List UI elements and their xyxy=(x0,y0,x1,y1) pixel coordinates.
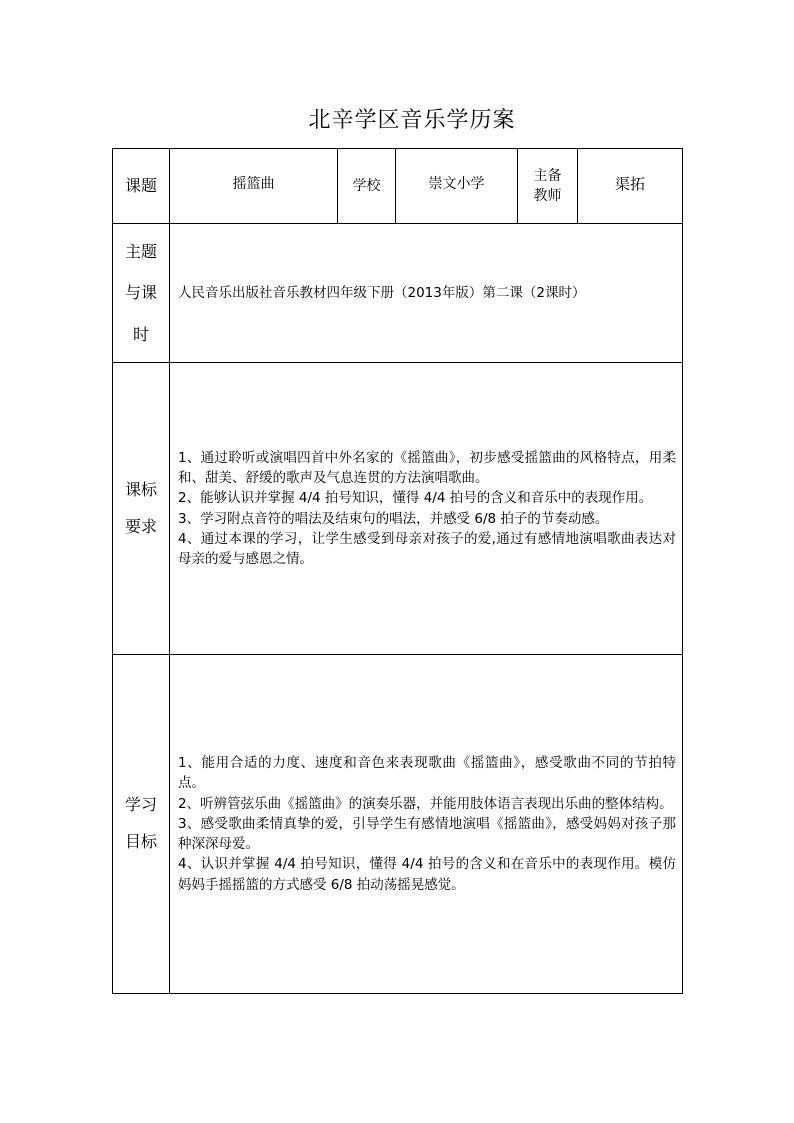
objectives-content: 1、能用合适的力度、速度和音色来表现歌曲《摇篮曲》，感受歌曲不同的节拍特点。 2、听辨管弦乐曲《摇篮曲》的演奏乐器，并能用肢体语言表现出乐曲的整体结构。 3、感受歌曲柔情真挚的爱，引导学生有感情地演唱《摇篮曲》，感受妈妈对孩子那种深深母爱。 4、认识并掌握 4/4 拍号知识，懂得 4/4 拍号的含义和在音乐中的表现作用。模仿妈妈手摇摇篮的方式感受 6/8 拍动荡摇晃感觉。 xyxy=(170,655,683,994)
objectives-label: 学习 目标 xyxy=(113,655,170,994)
row-standards xyxy=(113,363,683,655)
topic-value: 摇篮曲 xyxy=(170,149,338,224)
school-value: 崇文小学 xyxy=(396,149,518,224)
lesson-plan-table xyxy=(112,148,683,994)
row-objectives xyxy=(113,655,683,994)
row-topic xyxy=(113,149,683,224)
standards-content: 1、通过聆听或演唱四首中外名家的《摇篮曲》，初步感受摇篮曲的风格特点，用柔和、甜美、舒缓的歌声及气息连贯的方法演唱歌曲。 2、能够认识并掌握 4/4 拍号知识，懂得 4/4 拍号的含义和音乐中的表现作用。 3、学习附点音符的唱法及结束句的唱法，并感受 6/8 拍子的节奏动感。 4、通过本课的学习，让学生感受到母亲对孩子的爱,通过有感情地演唱歌曲表达对母亲的爱与感恩之情。 xyxy=(170,363,683,655)
standards-label: 课标 要求 xyxy=(113,363,170,655)
theme-content: 人民音乐出版社音乐教材四年级下册（2013年版）第二课（2课时） xyxy=(170,224,683,363)
row-theme xyxy=(113,224,683,363)
topic-label: 课题 xyxy=(113,149,170,224)
teacher-value: 渠拓 xyxy=(578,149,683,224)
school-label: 学校 xyxy=(338,149,396,224)
teacher-label: 主备 教师 xyxy=(518,149,578,224)
document-title: 北辛学区音乐学历案 xyxy=(308,108,516,133)
theme-label: 主题 与课 时 xyxy=(113,224,170,363)
